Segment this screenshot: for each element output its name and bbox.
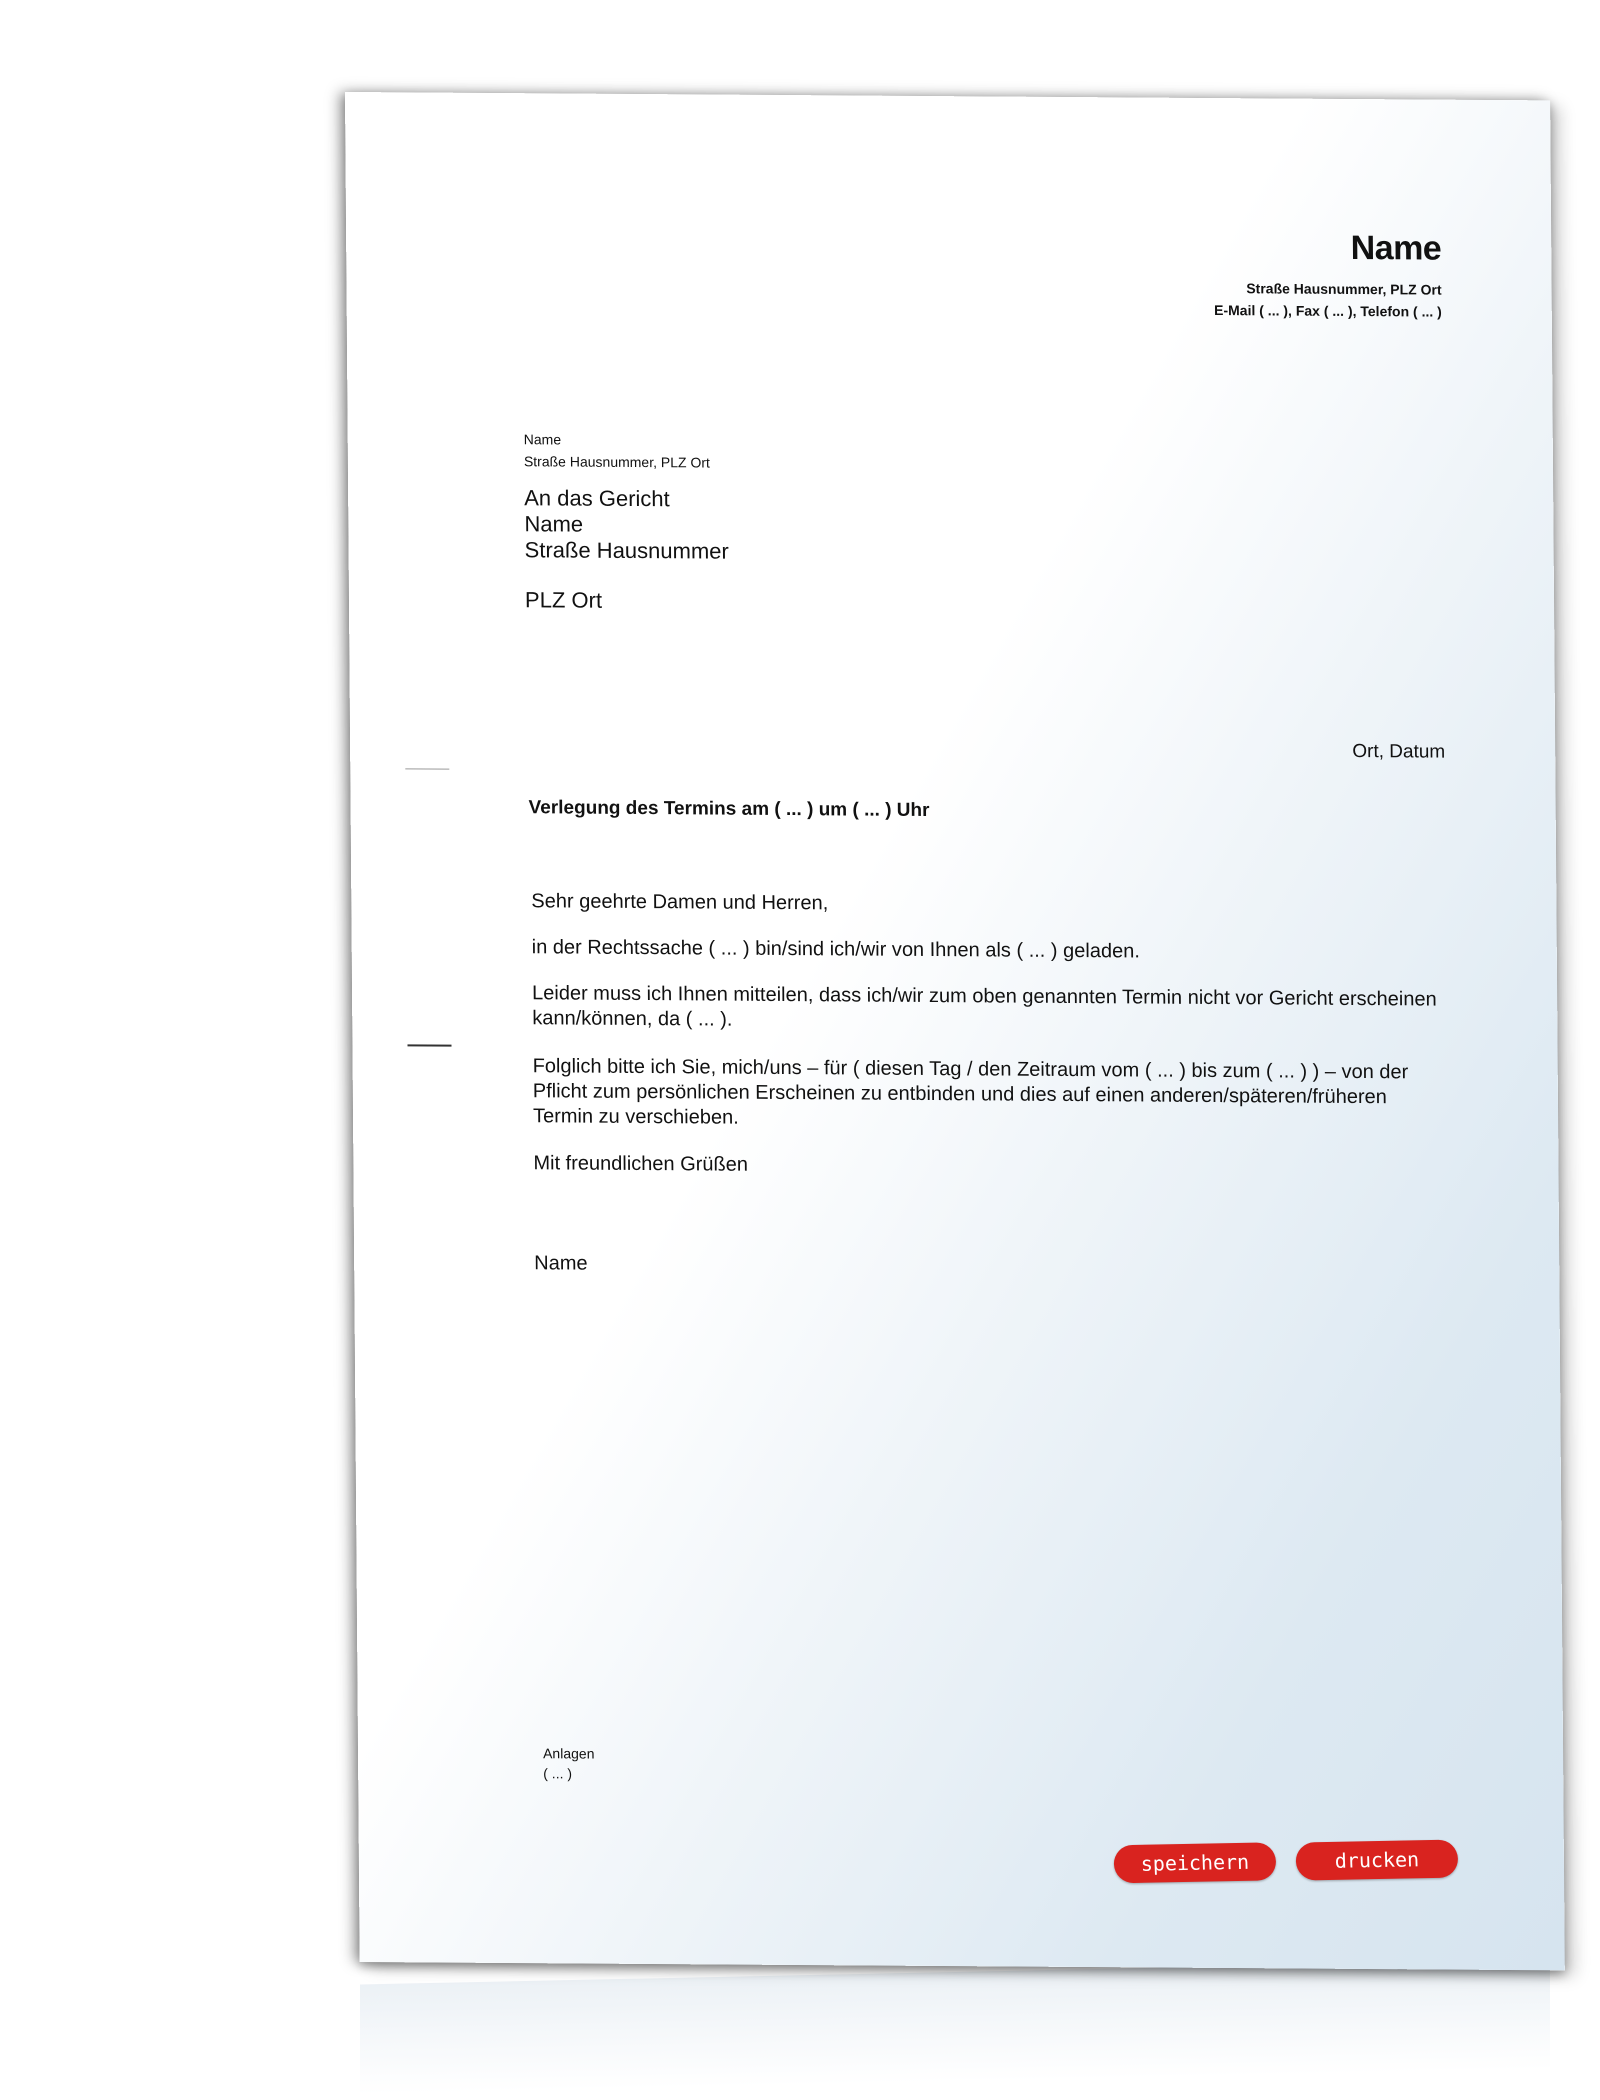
subject-line: Verlegung des Termins am ( ... ) um ( ... ) Uhr — [528, 797, 930, 822]
place-date: Ort, Datum — [1352, 740, 1446, 763]
recipient-line-2: Name — [524, 511, 584, 537]
fold-mark-middle — [407, 1044, 451, 1046]
paragraph-3-line-1: Folglich bitte ich Sie, mich/uns – für ( diesen Tag / den Zeitraum vom ( ... ) bis zum ( ... ) ) – von der — [532, 1055, 1409, 1084]
signature-name: Name — [534, 1252, 588, 1275]
paragraph-2-line-1: Leider muss ich Ihnen mitteilen, dass ich/wir zum oben genannten Termin nicht vor Gericht erscheinen — [531, 982, 1437, 1011]
enclosures-value: ( ... ) — [543, 1765, 573, 1782]
paragraph-2-line-2: kann/können, da ( ... ). — [532, 1007, 733, 1031]
recipient-line-4: PLZ Ort — [524, 587, 603, 613]
sender-contact: E-Mail ( ... ), Fax ( ... ), Telefon ( ... ) — [1214, 302, 1442, 320]
sender-name: Name — [1350, 229, 1442, 268]
paragraph-3-line-2: Pflicht zum persönlichen Erscheinen zu entbinden und dies auf einen anderen/späteren/früheren — [532, 1080, 1387, 1109]
recipient-line-1: An das Gericht — [524, 485, 670, 512]
return-address-street: Straße Hausnummer, PLZ Ort — [523, 453, 710, 471]
enclosures-label: Anlagen — [542, 1745, 595, 1762]
salutation: Sehr geehrte Damen und Herren, — [531, 890, 829, 915]
paragraph-1: in der Rechtssache ( ... ) bin/sind ich/wir von Ihnen als ( ... ) geladen. — [531, 936, 1140, 963]
sheet-reflection — [360, 1960, 1550, 2095]
fold-mark-top — [405, 768, 449, 769]
document-sheet — [345, 92, 1565, 1970]
recipient-line-3: Straße Hausnummer — [524, 537, 729, 564]
paragraph-3-line-3: Termin zu verschieben. — [532, 1105, 739, 1129]
save-button[interactable]: speichern — [1113, 1842, 1276, 1883]
print-button[interactable]: drucken — [1295, 1840, 1458, 1881]
return-address-name: Name — [523, 431, 562, 448]
sender-address: Straße Hausnummer, PLZ Ort — [1246, 280, 1442, 298]
closing: Mit freundlichen Grüßen — [533, 1152, 749, 1176]
